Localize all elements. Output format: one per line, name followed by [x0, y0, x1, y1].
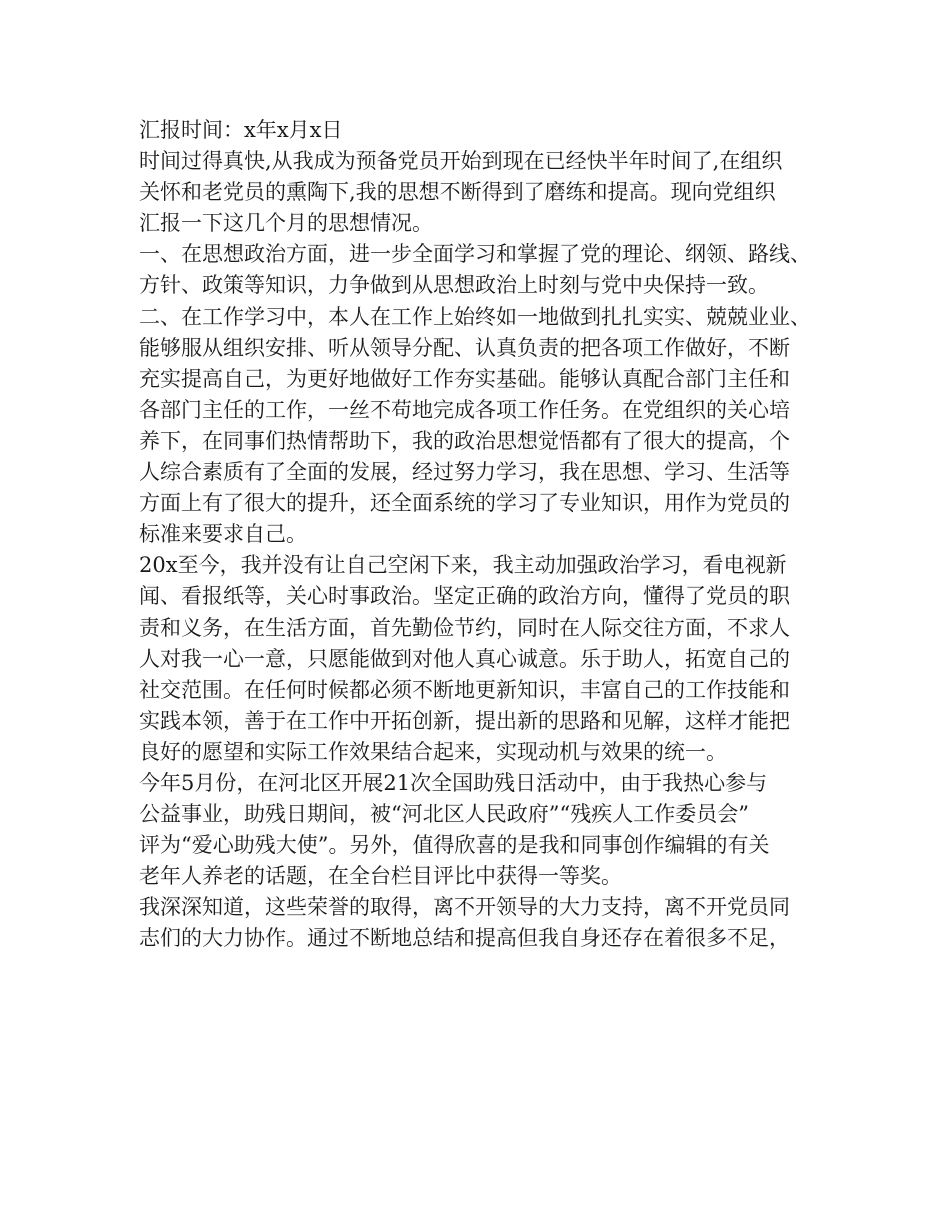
text-line: 责和义务，在生活方面，首先勤俭节约，同时在人际交往方面，不求人: [139, 615, 790, 640]
text-line: 养下，在同事们热情帮助下，我的政治思想觉悟都有了很大的提高，个: [139, 428, 790, 453]
text-line: 志们的大力协作。通过不断地总结和提高但我自身还存在着很多不足，: [139, 926, 790, 951]
text-line: 关怀和老党员的熏陶下,我的思想不断得到了磨练和提高。现向党组织: [139, 180, 776, 205]
text-line: 今年5月份，在河北区开展21次全国助残日活动中，由于我热心参与: [139, 770, 768, 795]
text-line: 公益事业，助残日期间，被“河北区人民政府”“残疾人工作委员会”: [139, 802, 749, 827]
text-line: 充实提高自己，为更好地做好工作夯实基础。能够认真配合部门主任和: [139, 366, 790, 391]
text-line: 实践本领，善于在工作中开拓创新，提出新的思路和见解，这样才能把: [139, 708, 790, 733]
document-body: [139, 115, 839, 955]
text-line: 闻、看报纸等，关心时事政治。坚定正确的政治方向，懂得了党员的职: [139, 584, 790, 609]
text-line: 评为“爱心助残大使”。另外，值得欣喜的是我和同事创作编辑的有关: [139, 833, 770, 858]
text-line: 时间过得真快,从我成为预备党员开始到现在已经快半年时间了,在组织: [139, 149, 783, 174]
text-line: 一、在思想政治方面，进一步全面学习和掌握了党的理论、纲领、路线、: [139, 242, 811, 267]
text-line: 人对我一心一意，只愿能做到对他人真心诚意。乐于助人，拓宽自己的: [139, 646, 790, 671]
text-line: 方针、政策等知识，力争做到从思想政治上时刻与党中央保持一致。: [139, 273, 769, 298]
text-line: 方面上有了很大的提升，还全面系统的学习了专业知识，用作为党员的: [139, 491, 790, 516]
text-line: 人综合素质有了全面的发展，经过努力学习，我在思想、学习、生活等: [139, 460, 790, 485]
text-line: 社交范围。在任何时候都必须不断地更新知识，丰富自己的工作技能和: [139, 677, 790, 702]
report-date-line: 汇报时间：x年x月x日: [139, 118, 343, 142]
text-line: 能够服从组织安排、听从领导分配、认真负责的把各项工作做好，不断: [139, 335, 790, 360]
text-line: 20x至今，我并没有让自己空闲下来，我主动加强政治学习，看电视新: [139, 553, 787, 578]
text-line: 我深深知道，这些荣誉的取得，离不开领导的大力支持，离不开党员同: [139, 895, 790, 920]
text-line: 标准来要求自己。: [139, 522, 307, 547]
text-line: 汇报一下这几个月的思想情况。: [139, 211, 433, 236]
text-line: 二、在工作学习中，本人在工作上始终如一地做到扎扎实实、兢兢业业、: [139, 304, 811, 329]
text-line: 良好的愿望和实际工作效果结合起来，实现动机与效果的统一。: [139, 739, 727, 764]
text-line: 各部门主任的工作，一丝不苟地完成各项工作任务。在党组织的关心培: [139, 397, 790, 422]
text-line: 老年人养老的话题，在全台栏目评比中获得一等奖。: [139, 864, 622, 889]
